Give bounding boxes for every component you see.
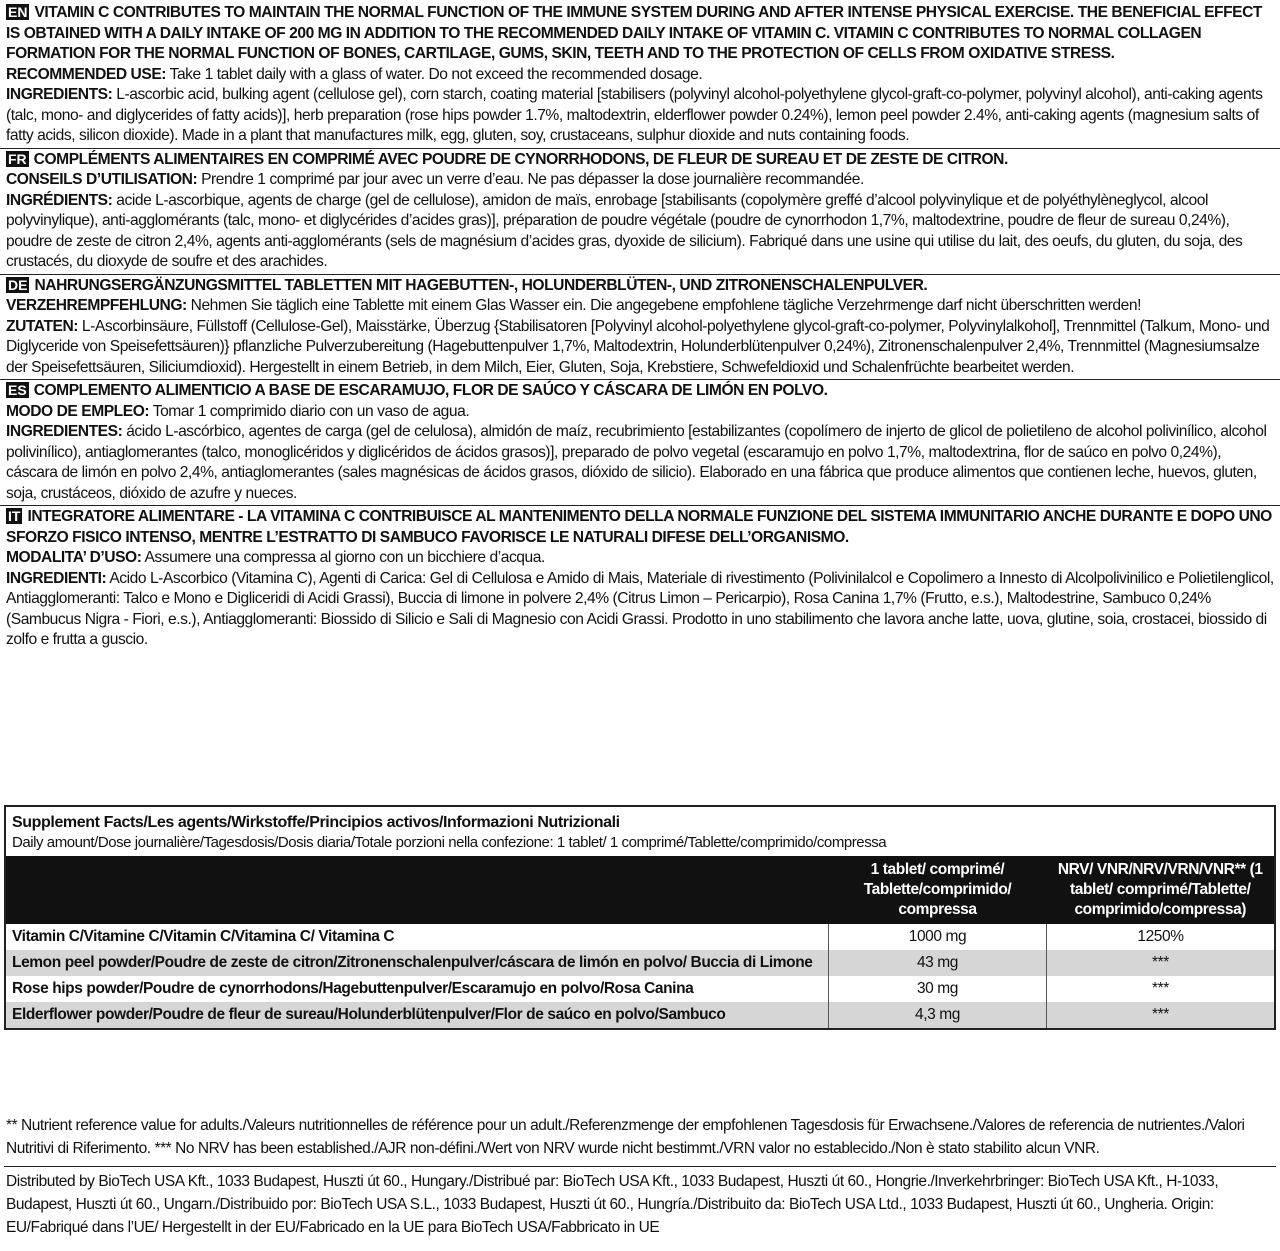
recommended-use [6,296,1276,317]
use-label: VERZEHREMPFEHLUNG: [6,297,187,314]
section-heading [6,507,1276,548]
ingredient-name: Rose hips powder/Poudre de cynorrhodons/Hagebuttenpulver/Escaramujo en polvo/Rosa Canina [6,976,829,1002]
ingredients-label: INGREDIENTI: [6,569,107,587]
use-label: MODALITA’ D’USO: [6,549,142,566]
section-heading [6,150,1276,171]
ingredient-amount: 1000 mg [829,924,1047,950]
supplement-facts-table [6,856,1274,1028]
recommended-use [6,65,1276,86]
header-blank [6,856,829,924]
use-label: CONSEILS D’UTILISATION: [6,171,198,188]
lang-tag-it: IT [8,508,21,524]
ingredients [6,191,1276,273]
facts-subtitle: Daily amount/Dose journalière/Tagesdosis/Dosis diaria/Totale porzioni nella confezione: 1 tablet/ 1 comprimé/Tablette/comprimido/compressa [12,834,887,851]
nrv-footnote: ** Nutrient reference value for adults./Valeurs nutritionnelles de référence pour un adult./Referenzmenge der empfohlenen Tagesdosis für Erwachsene./Valores de referencia de nutrientes./Valori Nutritivi di Riferimento. *** No NRV has been established./AJR non-défini./Wert von NRV wurde nicht bestimmt./VRN valor no establecido./Non è stato stabilito alcun VNR. [6,1117,1245,1157]
header-amount: 1 tablet/ comprimé/ Tablette/comprimido/ compressa [829,856,1047,924]
lang-section-es [0,381,1280,504]
ingredients-label: INGRÉDIENTS: [6,191,113,209]
facts-title: Supplement Facts/Les agents/Wirkstoffe/Principios activos/Informazioni Nutrizionali [12,814,620,831]
lang-section-fr [0,150,1280,273]
table-row [6,924,1274,950]
recommended-use [6,402,1276,423]
ingredient-nrv: *** [1047,950,1275,976]
table-row [6,976,1274,1002]
ingredients-text: Acido L-Ascorbico (Vitamina C), Agenti di Carica: Gel di Cellulosa e Amido di Mais, Materiale di rivestimento (Polivinilalcol e Copolimero a Innesto di Alcolpolivinilico e Polietilenglicol, Antiagglomeranti: Talco e Mono e Digliceridi di Acidi Grassi), Buccia di limone in polvere 2,4% (Citrus Limon – Pericarpio), Rosa Canina 1,7% (Frutto, e.s.), Maltodestrine, Sambuco 0,24% (Sambucus Nigra - Fiori, e.s.), Antiagglomeranti: Biossido di Silicio e Sali di Magnesio con Acidi Grassi. Prodotto in uno stabilimento che lavora anche latte, uova, glutine, soia, crostacei, biossido di zolfo e frutta a guscio. [6,569,1274,648]
ingredients [6,85,1276,147]
ingredient-nrv: *** [1047,1002,1275,1028]
distributor-info: Distributed by BioTech USA Kft., 1033 Budapest, Huszti út 60., Hungary./Distribué par: BioTech USA Kft., 1033 Budapest, Huszti út 60., Hongrie./Inverkehrbringer: BioTech USA Kft., H-1033, Budapest, Huszti út 60., Ungarn./Distribuido por: BioTech USA S.L., 1033 Budapest, Huszti út 60., Hungría./Distribuito da: BioTech USA Ltd., 1033 Budapest, Huszti út 60., Ungheria. Origin: EU/Fabriqué dans l’UE/ Hergestellt in der EU/Fabricado en la UE para BioTech USA/Fabbricato in UE [6,1173,1219,1236]
use-label: MODO DE EMPLEO: [6,402,150,420]
heading-text: INTEGRATORE ALIMENTARE - LA VITAMINA C CONTRIBUISCE AL MANTENIMENTO DELLA NORMALE FUNZIONE DEL SISTEMA IMMUNITARIO ANCHE DURANTE E DOPO UNO SFORZO FISICO INTENSO, MENTRE L’ESTRATTO DI SAMBUCO FAVORISCE LE NATURALI DIFESE DELL’ORGANISMO. [6,508,1272,546]
ingredients-text: ácido L-ascórbico, agentes de carga (gel de celulosa), almidón de maíz, recubrimiento [estabilizantes (copolímero de injerto de glicol de polietileno de alcohol polivinílico, alcohol polivinílico), antiaglomerantes (talco, monoglicéridos y diglicéridos de ácidos grasos)], preparado de polvo vegetal (escaramujo en polvo 1,7%, maltodextrina, flor de saúco en polvo 0,24%), cáscara de limón en polvo 2,4%, antiaglomerantes (sales magnésicas de ácidos grasos, dióxido de silicio). Elaborado en una fábrica que produce alimentos que contienen leche, huevos, gluten, soja, crustáceos, dióxido de azufre y nueces. [6,423,1267,502]
table-header-row [6,856,1274,924]
ingredient-amount: 30 mg [829,976,1047,1002]
use-text: Tomar 1 comprimido diario con un vaso de agua. [149,402,470,420]
ingredient-amount: 43 mg [829,950,1047,976]
ingredients [6,569,1276,651]
ingredient-name: Lemon peel powder/Poudre de zeste de citron/Zitronenschalenpulver/cáscara de limón en polvo/ Buccia di Limone [6,950,829,976]
table-row [6,1002,1274,1028]
use-text: Nehmen Sie täglich eine Tablette mit einem Glas Wasser ein. Die angegebene empfohlene tägliche Verzehrmenge darf nicht überschritten werden! [186,297,1141,314]
ingredients [6,317,1276,379]
lang-tag-en: EN [8,4,28,20]
ingredient-name: Elderflower powder/Poudre de fleur de sureau/Holunderblütenpulver/Flor de saúco en polvo/Sambuco [6,1002,829,1028]
lang-tag-es: ES [8,382,27,398]
lang-section-it [0,507,1280,651]
heading-text: COMPLÉMENTS ALIMENTAIRES EN COMPRIMÉ AVEC POUDRE DE CYNORRHODONS, DE FLEUR DE SUREAU ET DE ZESTE DE CITRON. [33,150,1008,168]
section-heading [6,3,1276,65]
ingredient-name: Vitamin C/Vitamine C/Vitamin C/Vitamina C/ Vitamina C [6,924,829,950]
ingredients-text: L-Ascorbinsäure, Füllstoff (Cellulose-Gel), Maisstärke, Überzug {Stabilisatoren [Polyvinyl alcohol-polyethylene glycol-graft-co-polymer, Polyvinylalkohol], Trennmittel (Talkum, Mono- und Diglyceride von Speisefettsäuren)} pflanzliche Pulverzubereitung (Hagebuttenpulver 1,7%, Maltodextrin, Holunderblütenpulver 0,24%), Zitronenschalenpulver 2,4%, Trennmittel (Magnesiumsalze der Speisefettsäuren, Siliciumdioxid). Hergestellt in einem Betrieb, in dem Milch, Eier, Gluten, Soja, Krebstiere, Schwefeldioxid und Schalenfrüchte bearbeitet werden. [6,317,1270,376]
heading-text: VITAMIN C CONTRIBUTES TO MAINTAIN THE NORMAL FUNCTION OF THE IMMUNE SYSTEM DURING AND AFTER INTENSE PHYSICAL EXERCISE. THE BENEFICIAL EFFECT IS OBTAINED WITH A DAILY INTAKE OF 200 MG IN ADDITION TO THE RECOMMENDED DAILY INTAKE OF VITAMIN C. VITAMIN C CONTRIBUTES TO NORMAL COLLAGEN FORMATION FOR THE NORMAL FUNCTION OF BONES, CARTILAGE, GUMS, SKIN, TEETH AND TO THE PROTECTION OF CELLS FROM OXIDATIVE STRESS. [6,4,1263,62]
ingredients-label: INGREDIENTES: [6,423,123,440]
recommended-use [6,170,1276,191]
table-row [6,950,1274,976]
divider [0,505,1280,506]
use-text: Prendre 1 comprimé par jour avec un verre d’eau. Ne pas dépasser la dose journalière recommandée. [197,171,864,188]
divider [0,274,1280,275]
lang-section-de [0,276,1280,379]
supplement-facts-panel [4,805,1276,1030]
ingredients [6,422,1276,504]
section-heading [6,381,1276,402]
divider [0,379,1280,380]
recommended-use [6,548,1276,569]
section-heading [6,276,1276,297]
ingredient-amount: 4,3 mg [829,1002,1047,1028]
ingredients-label: INGREDIENTS: [6,86,113,103]
divider [0,148,1280,149]
lang-tag-de: DE [8,276,28,293]
header-nrv: NRV/ VNR/NRV/VRN/VNR** (1 tablet/ comprimé/Tablette/ comprimido/compressa) [1047,856,1275,924]
use-text: Assumere una compressa al giorno con un bicchiere d’acqua. [141,549,545,566]
ingredient-nrv: 1250% [1047,924,1275,950]
divider [4,1166,1276,1167]
use-label: RECOMMENDED USE: [6,65,167,83]
ingredient-nrv: *** [1047,976,1275,1002]
lang-section-en [0,0,1280,147]
use-text: Take 1 tablet daily with a glass of water. Do not exceed the recommended dosage. [166,65,703,83]
ingredients-text: L-ascorbic acid, bulking agent (cellulose gel), corn starch, coating material [stabilisers (polyvinyl alcohol-polyethylene glycol-graft-co-polymer, polyvinyl alcohol), anti-caking agents (talc, mono- and diglycerides of fatty acids)], herb preparation (rose hips powder 1.7%, maltodextrin, elderflower powder 0.24%), lemon peel powder 2.4%, anti-caking agents (magnesium salts of fatty acids, silicon dioxide). Made in a plant that manufactures milk, egg, gluten, soy, crustaceans, sulphur dioxide and nuts containing foods. [6,86,1263,144]
ingredients-label: ZUTATEN: [6,317,79,335]
heading-text: COMPLEMENTO ALIMENTICIO A BASE DE ESCARAMUJO, FLOR DE SAÚCO Y CÁSCARA DE LIMÓN EN POLVO. [33,382,828,399]
ingredients-text: acide L-ascorbique, agents de charge (gel de cellulose), amidon de maïs, enrobage [stabilisants (copolymère greffé d’alcool polyvinylique et de polyéthylèneglycol, alcool polyvinylique), anti-agglomérants (talc, mono- et diglycérides d’acides gras)], préparation de poudre végétale (poudre de cynorrhodon 1,7%, maltodextrine, poudre de fleur de sureau 0,24%), poudre de zeste de citron 2,4%, agents anti-agglomérants (sels de magnésium d’acides gras, dyoxide de silicium). Fabriqué dans une usine qui utilise du lait, des oeufs, du gluten, du soja, des crustacés, du dioxyde de soufre et des arachides. [6,191,1243,270]
heading-text: NAHRUNGSERGÄNZUNGSMITTEL TABLETTEN MIT HAGEBUTTEN-, HOLUNDERBLÜTEN-, UND ZITRONENSCHALENPULVER. [34,276,928,294]
lang-tag-fr: FR [8,150,27,167]
